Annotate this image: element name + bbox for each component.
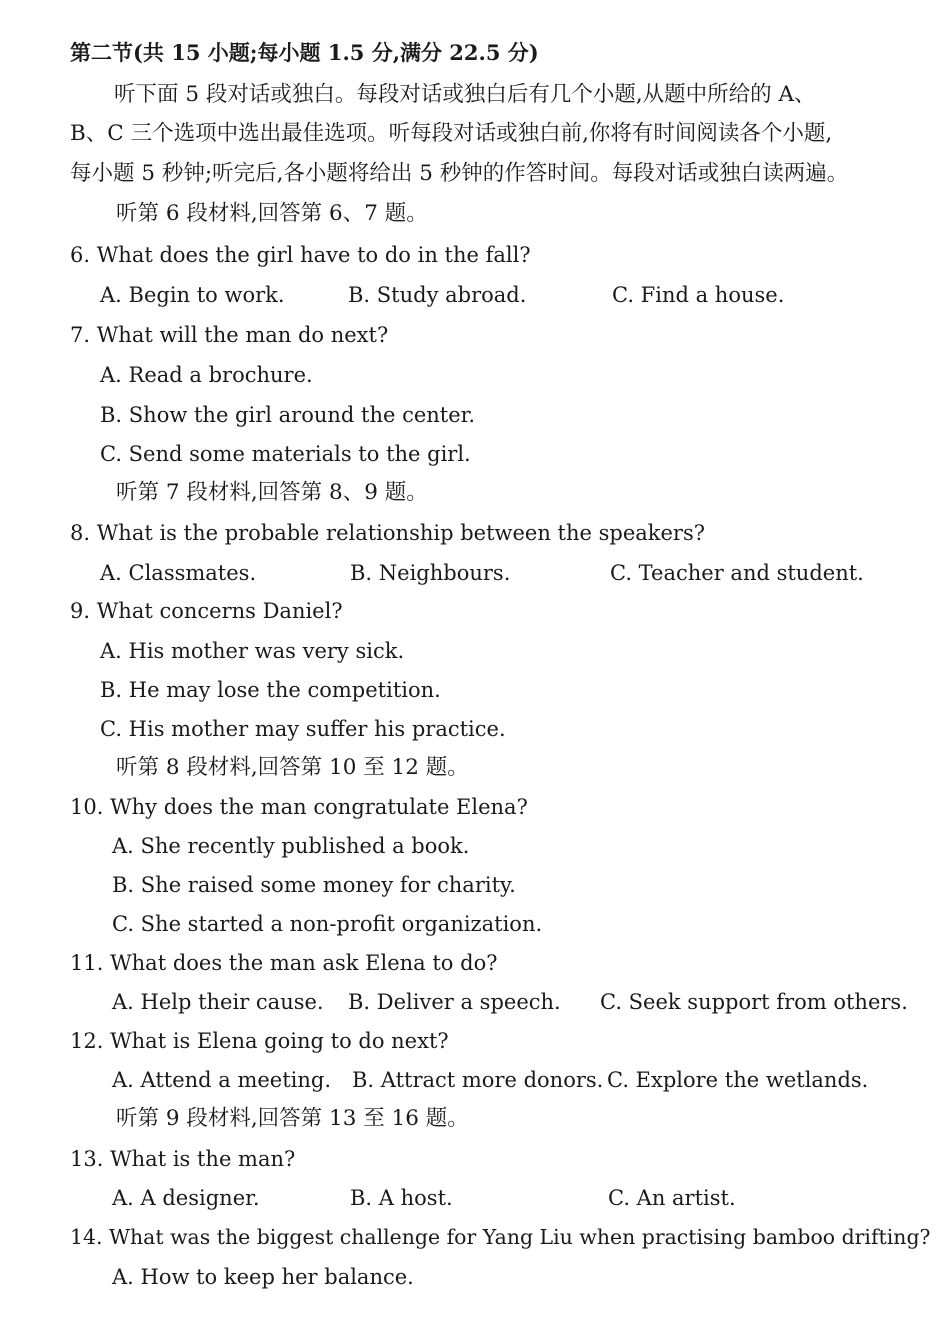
material-9-heading: 听第 9 段材料,回答第 13 至 16 题。 <box>116 1106 469 1131</box>
instruction-line-3: 每小题 5 秒钟;听完后,各小题将给出 5 秒钟的作答时间。每段对话或独白读两遍。 <box>70 161 849 186</box>
question-8-stem: 8. What is the probable relationship between the speakers? <box>70 521 706 545</box>
question-10-option-b: B. She raised some money for charity. <box>112 873 516 897</box>
question-12-option-a: A. Attend a meeting. <box>112 1068 332 1092</box>
question-13-option-c: C. An artist. <box>608 1186 736 1210</box>
question-9-stem: 9. What concerns Daniel? <box>70 599 343 623</box>
question-7-option-a: A. Read a brochure. <box>100 363 313 387</box>
section-heading: 第二节(共 15 小题;每小题 1.5 分,满分 22.5 分) <box>70 40 539 65</box>
question-13-stem: 13. What is the man? <box>70 1147 296 1171</box>
question-14-stem: 14. What was the biggest challenge for Yang Liu when practising bamboo drifting? <box>70 1225 931 1249</box>
material-8-heading: 听第 8 段材料,回答第 10 至 12 题。 <box>116 755 469 780</box>
instruction-line-2: B、C 三个选项中选出最佳选项。听每段对话或独白前,你将有时间阅读各个小题, <box>70 121 833 146</box>
question-11-option-c: C. Seek support from others. <box>600 990 908 1014</box>
question-8-option-a: A. Classmates. <box>100 561 257 585</box>
question-7-option-c: C. Send some materials to the girl. <box>100 442 471 466</box>
question-8-option-b: B. Neighbours. <box>350 561 511 585</box>
question-11-stem: 11. What does the man ask Elena to do? <box>70 951 498 975</box>
question-7-stem: 7. What will the man do next? <box>70 323 389 347</box>
question-11-option-a: A. Help their cause. <box>112 990 324 1014</box>
question-6-option-b: B. Study abroad. <box>348 283 527 307</box>
question-9-option-b: B. He may lose the competition. <box>100 678 441 702</box>
question-11-option-b: B. Deliver a speech. <box>348 990 561 1014</box>
question-12-option-b: B. Attract more donors. <box>352 1068 604 1092</box>
question-7-option-b: B. Show the girl around the center. <box>100 403 476 427</box>
question-10-option-c: C. She started a non-profit organization. <box>112 912 543 936</box>
question-12-stem: 12. What is Elena going to do next? <box>70 1029 449 1053</box>
instruction-line-1: 听下面 5 段对话或独白。每段对话或独白后有几个小题,从题中所给的 A、 <box>114 82 816 107</box>
question-14-option-a: A. How to keep her balance. <box>112 1265 414 1289</box>
question-6-option-c: C. Find a house. <box>612 283 785 307</box>
question-8-option-c: C. Teacher and student. <box>610 561 864 585</box>
question-9-option-c: C. His mother may suffer his practice. <box>100 717 506 741</box>
question-13-option-a: A. A designer. <box>112 1186 260 1210</box>
question-9-option-a: A. His mother was very sick. <box>100 639 405 663</box>
question-6-stem: 6. What does the girl have to do in the fall? <box>70 243 531 267</box>
question-6-option-a: A. Begin to work. <box>100 283 285 307</box>
question-10-option-a: A. She recently published a book. <box>112 834 470 858</box>
question-12-option-c: C. Explore the wetlands. <box>607 1068 869 1092</box>
material-6-heading: 听第 6 段材料,回答第 6、7 题。 <box>116 201 428 226</box>
question-10-stem: 10. Why does the man congratulate Elena? <box>70 795 528 819</box>
material-7-heading: 听第 7 段材料,回答第 8、9 题。 <box>116 480 428 505</box>
question-13-option-b: B. A host. <box>350 1186 453 1210</box>
